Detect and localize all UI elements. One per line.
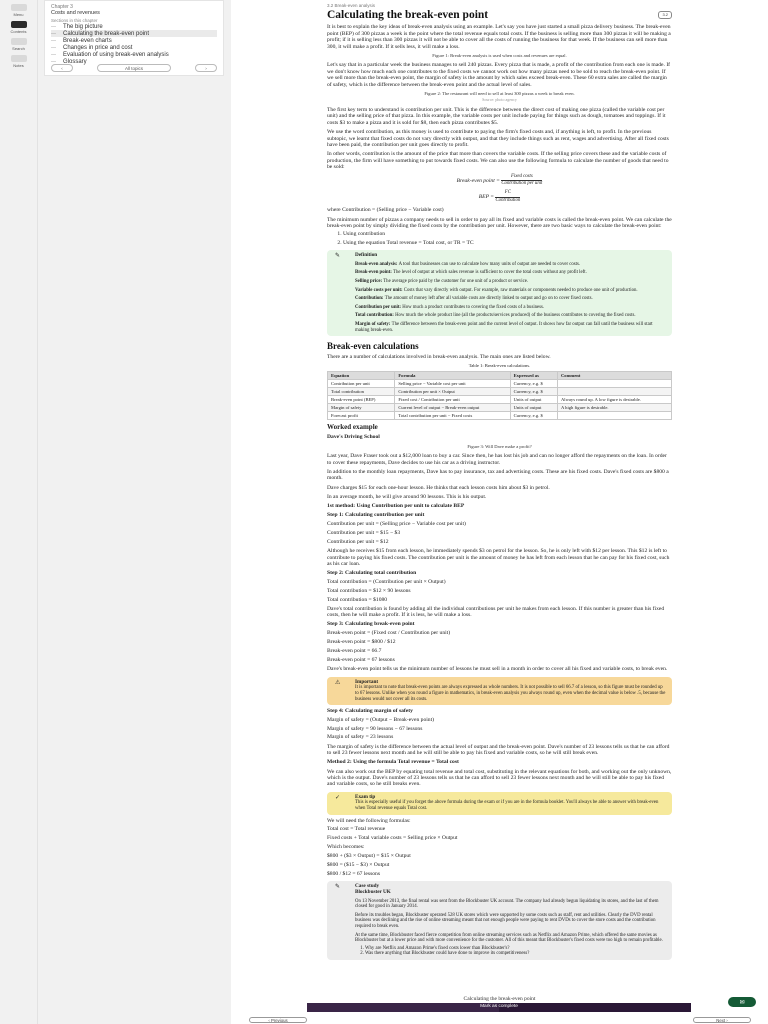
calculation-line: Margin of safety = (Output − Break-even point) xyxy=(327,716,435,723)
all-topics-button[interactable]: All topics xyxy=(97,64,171,72)
contents-icon xyxy=(11,21,27,28)
table-cell: Currency, e.g. $ xyxy=(510,387,557,395)
important-icon: ⚠ xyxy=(335,678,341,686)
rail-item-label: Notes xyxy=(13,63,24,68)
paragraph-5: In other words, contribution is the amount of the price that more than covers the variable costs. If the selling price covers these and the variable costs of production, the firm will have something to put towards fixed costs. We can also use the following formula to calculate the number of goods that need to be sold: xyxy=(327,151,669,171)
definition-text: The level of output at which sales revenue is sufficient to cover the total costs without any profit left. xyxy=(393,270,587,276)
table-cell: Contribution per unit × Output xyxy=(395,387,510,395)
calculation-line: Which becomes: xyxy=(327,844,365,851)
figure-2-caption: Figure 2: The restaurant will need to sell at least 300 pizzas a week to break even. xyxy=(424,91,575,97)
next-button[interactable]: Next › xyxy=(693,1017,751,1023)
table-cell: Contribution per unit xyxy=(328,379,395,387)
progress-bar[interactable] xyxy=(307,1003,691,1012)
toc-item-label: Calculating the break-even point xyxy=(63,30,150,37)
case-study-subtitle: Blockbuster UK xyxy=(355,888,391,895)
calculations-intro: There are a number of calculations involved in break-even analysis. The main ones are listed below. xyxy=(327,354,551,361)
section-badge: 3.2 xyxy=(658,11,672,19)
table-cell: Always round up. A low figure is desirable. xyxy=(557,395,671,403)
definition-term: Selling price: xyxy=(355,278,384,284)
calculation-line: Total contribution = $12 × 90 lessons xyxy=(327,587,411,594)
bottom-bar xyxy=(231,993,768,1024)
left-rail xyxy=(0,0,38,1024)
exam-tip-box xyxy=(327,792,672,815)
definition-item xyxy=(355,305,666,311)
table-header: Comment xyxy=(557,371,671,379)
definition-text: The average price paid by the customer for one unit of a product or service. xyxy=(383,278,529,284)
bottom-title: Calculating the break-even point xyxy=(463,996,536,1002)
case-study-questions xyxy=(365,946,666,957)
calculation-line: Total contribution = (Contribution per unit × Output) xyxy=(327,578,446,585)
definition-item xyxy=(355,296,666,302)
table-cell xyxy=(557,379,671,387)
figure-3-caption: Figure 3: Will Dave make a profit? xyxy=(467,443,532,449)
table-cell: Margin of safety xyxy=(328,403,395,411)
rail-item-contents[interactable] xyxy=(4,21,34,34)
toc-item[interactable] xyxy=(51,30,217,37)
toc-dash-icon: — xyxy=(51,37,56,44)
calculation-line: Margin of safety = 23 lessons xyxy=(327,734,394,741)
step-2-text: Dave's total contribution is found by adding all the individual contributions per unit he makes from each lesson. If this number is greater than his fixed costs, then he will make a profit. If it is less, he will make a loss. xyxy=(327,606,665,619)
calculation-line: Break-even point = $800 / $12 xyxy=(327,639,396,646)
definition-term: Variable costs per unit: xyxy=(355,287,404,293)
case-study-p3: At the same time, Blockbuster faced fierce competition from online streaming services such as Netflix and Amazon Prime, which offered the same movies as Blockbuster but at a lower price and with more convenience for the customer. All of this meant that Blockbuster's fixed costs were too high to remain profitable. xyxy=(355,932,663,944)
mark-complete-label: Mark as complete xyxy=(480,1004,518,1009)
table-header: Expressed as xyxy=(510,371,557,379)
page-title: Calculating the break-even point xyxy=(327,9,489,22)
case-question: 1. Why are Netflix and Amazon Prime's fixed costs lower than Blockbuster's? xyxy=(365,946,666,952)
rail-item-search[interactable] xyxy=(4,38,34,51)
definition-term: Margin of safety: xyxy=(355,321,392,327)
table-cell: Units of output xyxy=(510,403,557,411)
definition-term: Break-even point: xyxy=(355,270,394,276)
rail-item-label: Contents xyxy=(10,29,27,34)
exam-tip-text: This is especially useful if you forget the above formula during the exam or if you are in the formula booklet. You'll always be able to answer with break-even when Total revenue equals Total cost. xyxy=(355,800,659,811)
important-text: It is important to note that break-even points are always expressed as whole numbers. It is not possible to sell 66.7 of a lesson, so this figure must be rounded up to 67 lessons. Unlike when you round a figure in mathematics, in break-even analysis you always round up, even when the decimal value is below .5, because the business would not cover all its costs. xyxy=(355,685,666,702)
table-cell: A high figure is desirable. xyxy=(557,403,671,411)
step-1-text: Although he receives $15 from each lesson, he immediately spends $3 on petrol for the lesson. So, he is only left with $12 per lesson. This $12 is left to contribute to paying his fixed costs. The contribution per unit is the amount of money he has left from each lesson that he can pay for his fixed cost, such as his car loan. xyxy=(327,548,670,568)
definition-icon: ✎ xyxy=(335,252,341,260)
table-cell: Currency, e.g. $ xyxy=(510,379,557,387)
table-cell: Fixed cost / Contribution per unit xyxy=(395,395,510,403)
calculation-line: Total contribution = $1080 xyxy=(327,596,388,603)
step-4-text: The margin of safety is the difference between the actual level of output and the break-even point. Dave's number of 23 lessons tells us that he can afford to sell 23 fewer lessons next month and he will still be able to pay his fixed and variable costs, so he will still break even. xyxy=(327,743,670,757)
rail-item-label: Search xyxy=(12,46,25,51)
exam-tip-icon: ✓ xyxy=(335,793,341,801)
definition-item xyxy=(355,279,666,285)
worked-example-subtitle: Dave's Driving School xyxy=(327,434,380,441)
calculation-line: Fixed costs + Total variable costs = Selling price × Output xyxy=(327,835,458,842)
calculation-line: Total cost = Total revenue xyxy=(327,826,386,833)
worked-p1: Last year, Dave Fraser took out a $12,000 loan to buy a car. Since then, he has lost his job and can no longer afford the repayments on the loan. In order to cover these repayments, Dave decides to use his car as a driving instructor. xyxy=(327,453,667,466)
sections-label: Sections in this chapter xyxy=(51,18,98,23)
chat-icon[interactable]: ✉ xyxy=(728,997,756,1007)
method-1-heading: 1st method: Using Contribution per unit to calculate BEP xyxy=(327,503,465,510)
paragraph-3: The first key term to understand is contribution per unit. This is the difference between the direct cost of making one pizza (called the variable cost per unit) and the selling price of that pizza. In this example, the variable costs per unit include paying for things such as dough, tomatoes and toppings. If it costs $3 to make a pizza and it is sold for $8, then each pizza contributes $5. xyxy=(327,106,666,126)
worked-p4: In an average month, he will give around 90 lessons. This is his output. xyxy=(327,494,487,501)
method-2-text: We can also work out the BEP by equating total revenue and total cost, substituting in the relevant equations for both, and working out the only unknown, which is the output. Dave's number of 23 lessons tells us that he can afford to sell 23 fewer lessons next month and he will still be able to pay his fixed and variable costs, so he still breaks even. xyxy=(327,768,672,788)
chapter-title: Costs and revenues xyxy=(51,10,100,16)
formula-bep-short: BEP = $\frac{FC}{\text{Contribution}}$ xyxy=(478,190,521,203)
notes-icon xyxy=(11,55,27,62)
definition-term: Break-even analysis: xyxy=(355,261,399,267)
definition-term: Contribution per unit: xyxy=(355,304,403,310)
table-header: Equation xyxy=(328,371,395,379)
page-body xyxy=(327,0,672,960)
toc-item-label: The big picture xyxy=(63,23,103,30)
paragraph-6: The minimum number of pizzas a company needs to sell in order to pay all its fixed and variable costs is called the break-even point. We can calculate the break-even point by simply dividing the fixed costs by the contribution per unit. However, there are two basic ways to calculate the break-even point: xyxy=(327,216,672,229)
main-content xyxy=(231,0,768,1024)
definition-text: A tool that businesses can use to calculate how many units of output are needed to cover costs. xyxy=(398,261,581,267)
definition-item xyxy=(355,262,666,268)
definition-item xyxy=(355,313,666,319)
definition-text: The amount of money left after all variable costs are directly linked to output and go on to cover fixed costs. xyxy=(384,296,593,302)
calculation-line: Margin of safety = 90 lessons − 67 lessons xyxy=(327,725,423,732)
table-cell: Total contribution xyxy=(328,387,395,395)
definition-term: Contribution: xyxy=(355,296,385,302)
table-cell xyxy=(557,411,671,419)
formula-bep: Break-even point = $\frac{\text{Fixed costs}}{\text{Contribution per unit}}$ xyxy=(456,173,543,186)
definition-box xyxy=(327,250,672,336)
table-cell: Units of output xyxy=(510,395,557,403)
step-1-heading: Step 1: Calculating contribution per unit xyxy=(327,512,425,519)
worked-example-heading: Worked example xyxy=(327,422,378,431)
toc-dash-icon: — xyxy=(51,30,56,37)
formula-where: where Contribution = (Selling price − Variable cost) xyxy=(327,207,444,214)
contents-panel xyxy=(44,0,224,76)
definition-title: Definition xyxy=(355,252,378,259)
worked-p2: In addition to the monthly loan repayments, Dave has to pay insurance, tax and advertising costs. These are his fixed costs. Dave's fixed costs are $800 a month. xyxy=(327,469,669,482)
case-question: 2. Was there anything that Blockbuster could have done to improve its competitiveness? xyxy=(365,951,666,957)
important-box xyxy=(327,677,672,705)
next-chapter-button[interactable]: › xyxy=(195,64,217,72)
calculation-line: Contribution per unit = $12 xyxy=(327,538,389,545)
methods-list xyxy=(343,231,672,246)
case-study-p1: On 13 November 2013, the final rental was sent from the Blockbuster UK account. The company had already begun liquidating its stores, and the last of them closed for good in January 2014. xyxy=(355,898,659,910)
intro-paragraph: It is best to explain the key ideas of break-even analysis using an example. Let's say you have just started a small pizza delivery business. The break-even point (BEP) of 300 pizzas a week is the point where the total revenue equals total costs. If the business is selling more than 300 pizzas it will be making a profit; if it is selling less than 300 pizzas it will not be able to cover all the costs of running the business for that week. If the business can sell more than 300, it will make a profit. If it sells less, it will make a loss. xyxy=(327,24,671,50)
case-study-title: Case study xyxy=(355,883,380,890)
chapter-number: Chapter 3 xyxy=(51,4,73,10)
method-item: 1. Using contribution xyxy=(343,231,672,237)
toc-item[interactable] xyxy=(51,23,217,30)
method-item: 2. Using the equation Total revenue = Total cost, or TR = TC xyxy=(343,240,672,246)
method-2-intro: We will need the following formulas: xyxy=(327,817,411,824)
definition-text: Costs that vary directly with output. For example, raw materials or components needed to produce one unit of production. xyxy=(403,287,638,293)
paragraph-2: Let's say that in a particular week the business manages to sell 240 pizzas. Every pizza that is made, a profit of the contribution from each one is made. If we don't know how much each one contributes to the fixed costs we cannot work out how many pizzas need to be sold to reach the break-even point. If we sell more than the break-even point, the margin of safety is the amount by which sales exceed break-even. These 60 extra sales are called the margin of safety, which is the difference between the break-even point and the actual level of sales. xyxy=(327,62,671,88)
case-study-icon: ✎ xyxy=(335,883,341,891)
table-row xyxy=(328,411,672,419)
case-study-box xyxy=(327,881,672,960)
table-cell: Currency, e.g. $ xyxy=(510,411,557,419)
figure-2-source: Source: photo agency xyxy=(482,97,517,103)
definition-item xyxy=(355,322,666,333)
table-of-contents xyxy=(51,23,217,65)
worked-p3: Dave charges $15 for each one-hour lesson. He thinks that each lesson costs him about $3 in petrol. xyxy=(327,484,550,491)
calculation-line: $800 + ($3 × Output) = $15 × Output xyxy=(327,853,411,860)
definition-text: How much a product contributes to covering the fixed costs of a business. xyxy=(402,304,545,310)
definition-item xyxy=(355,288,666,294)
table-row xyxy=(328,387,672,395)
table-cell: Selling price − Variable cost per unit xyxy=(395,379,510,387)
definition-text: How much the whole product line (all the products/services produced) of the business contributes to covering the fixed costs. xyxy=(395,313,636,319)
table-cell xyxy=(557,387,671,395)
calculation-line: Break-even point = (Fixed cost / Contribution per unit) xyxy=(327,630,451,637)
toc-item-label: Glossary xyxy=(63,58,87,65)
calculation-line: Contribution per unit = $15 − $3 xyxy=(327,529,401,536)
calculation-line: $800 / $12 = 67 lessons xyxy=(327,870,381,877)
calculation-line: $800 = ($15 − $3) × Output xyxy=(327,862,390,869)
search-icon xyxy=(11,38,27,45)
table-cell: Total contribution per unit − Fixed costs xyxy=(395,411,510,419)
definition-item xyxy=(355,270,666,276)
table-row xyxy=(328,379,672,387)
method-2-heading: Method 2: Using the formula Total revenue = Total cost xyxy=(327,759,459,766)
toc-dash-icon: — xyxy=(51,58,56,65)
calculation-line: Contribution per unit = (Selling price − Variable cost per unit) xyxy=(327,521,466,527)
table-row xyxy=(328,395,672,403)
previous-button[interactable]: ‹ Previous xyxy=(249,1017,307,1023)
definition-text: The difference between the break-even point and the current level of output. It shows how far output can fall until the business will start making break-even. xyxy=(355,321,653,333)
table-cell: Current level of output − Break-even output xyxy=(395,403,510,411)
step-2-heading: Step 2: Calculating total contribution xyxy=(327,569,417,576)
step-4-heading: Step 4: Calculating margin of safety xyxy=(327,707,413,714)
toc-item-label: Changes in price and cost xyxy=(63,44,133,51)
calculation-line: Break-even point = 67 lessons xyxy=(327,657,395,663)
definition-term: Total contribution: xyxy=(355,313,396,319)
toc-dash-icon: — xyxy=(51,23,56,30)
panel-nav xyxy=(51,64,217,72)
toc-item[interactable] xyxy=(51,44,217,51)
rail-item-label: Menu xyxy=(13,12,24,17)
toc-dash-icon: — xyxy=(51,44,56,51)
toc-item[interactable] xyxy=(51,51,217,58)
toc-item[interactable] xyxy=(51,37,217,44)
menu-icon xyxy=(11,4,27,11)
step-3-text: Dave's break-even point tells us the minimum number of lessons he must sell in a month in order to cover all his fixed and variable costs, to break even. xyxy=(327,666,668,673)
table-cell: Break-even point (BEP) xyxy=(328,395,395,403)
toc-item-label: Evaluation of using break-even analysis xyxy=(63,51,169,58)
table-row xyxy=(328,403,672,411)
paragraph-4: We use the word contribution, as this money is used to contribute to paying the firm's fixed costs and, if anything is left, to profit. In the previous subtopic, we learnt that fixed costs do not vary directly with output, and that they include things such as rent, wages and advertising. After all fixed costs have been paid, the contribution per unit goes directly to profit. xyxy=(327,129,669,148)
table-caption: Table 1: Break-even calculations. xyxy=(468,362,531,368)
step-3-heading: Step 3: Calculating break-even point xyxy=(327,621,415,628)
figure-1-caption: Figure 1: Break-even analysis is used when costs and revenues are equal. xyxy=(432,53,567,59)
table-header: Formula xyxy=(395,371,510,379)
toc-dash-icon: — xyxy=(51,51,56,58)
exam-tip-title: Exam tip xyxy=(355,793,376,800)
important-title: Important xyxy=(355,678,379,685)
breadcrumb[interactable]: 3.2 Break-even analysis xyxy=(327,3,376,8)
calculations-table xyxy=(327,371,672,420)
prev-chapter-button[interactable]: ‹ xyxy=(51,64,73,72)
rail-item-menu[interactable] xyxy=(4,4,34,17)
calculation-line: Break-even point = 66.7 xyxy=(327,648,382,655)
calculations-heading: Break-even calculations xyxy=(327,341,419,352)
table-cell: Forecast profit xyxy=(328,411,395,419)
rail-item-notes[interactable] xyxy=(4,55,34,68)
case-study-p2: Before its troubles began, Blockbuster operated 528 UK stores which were supported by some costs such as staff, rent and utilities. Clearly the DVD rental business was declining and the rise of online streaming meant that not enough people were paying to rent DVDs to cover the store costs and the contribution required to break even. xyxy=(355,912,656,929)
toc-item-label: Break-even charts xyxy=(63,37,112,44)
